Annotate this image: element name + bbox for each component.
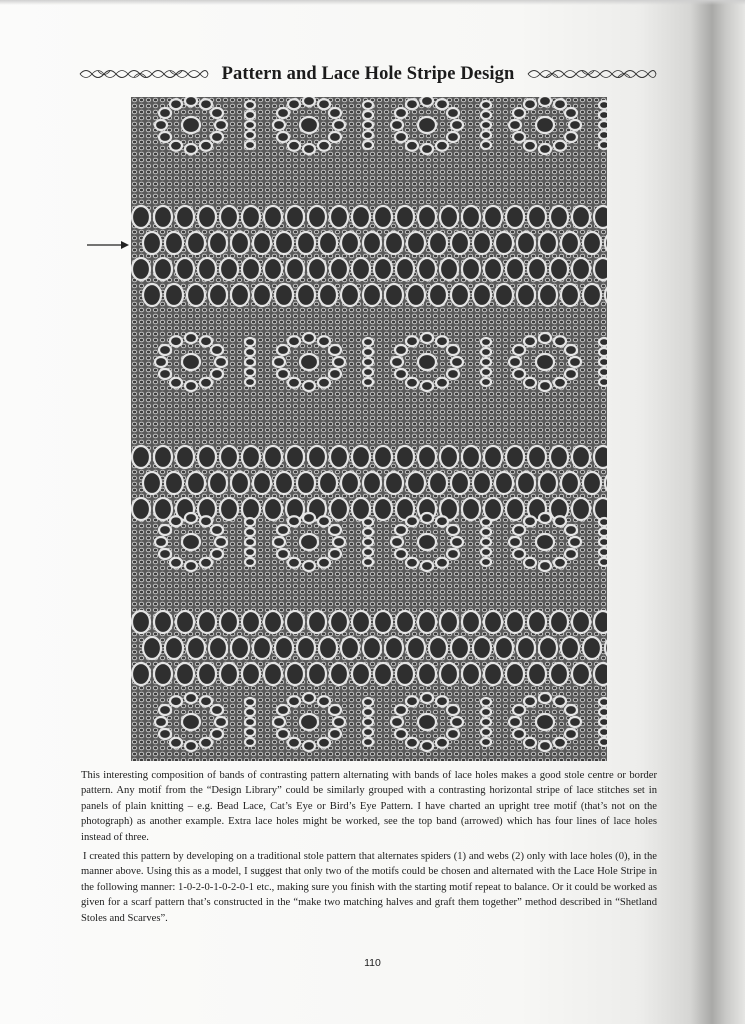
paragraph-2: I created this pattern by developing on a traditional stole pattern that alternates spiders (1) and webs (2) only with lace holes (0), in the manner above. Using this as a model, I suggest that only two of the motifs could be chosen and alternated with the Lace Hole Stripe in the following manner: 1-0-2-0-1-0-2-0-1 etc., making sure you finish with the starting motif repeat to balance. Or it could be worked as given for a scarf pattern that’s constructed in the “make two matching halves and graft them together” method described in “Shetland Stoles and Scarves”. xyxy=(81,851,657,924)
right-arrow-icon xyxy=(87,239,129,251)
knitted-lace-photo xyxy=(131,97,607,761)
left-flourish-icon xyxy=(78,66,210,82)
page-top-edge xyxy=(0,0,745,5)
page-number: 110 xyxy=(364,957,381,969)
paragraph-1: This interesting composition of bands of contrasting pattern alternating with bands of lace holes makes a good stole centre or border pattern. Any motif from the “Design Library” could be similarly grouped with a contrasting horizontal stripe of lace stitches set in panels of plain knitting – e.g. Bead Lace, Cat’s Eye or Bird’s Eye Pattern. I have charted an upright tree motif (that’s not on the photograph) as another example. Extra lace holes might be worked, see the top band (arrowed) which has four lines of lace holes instead of three. xyxy=(81,770,657,843)
title-row xyxy=(78,60,658,88)
body-text xyxy=(81,768,657,930)
lace-photo xyxy=(131,97,607,761)
page-title: Pattern and Lace Hole Stripe Design xyxy=(221,63,515,84)
right-flourish-icon xyxy=(526,66,658,82)
